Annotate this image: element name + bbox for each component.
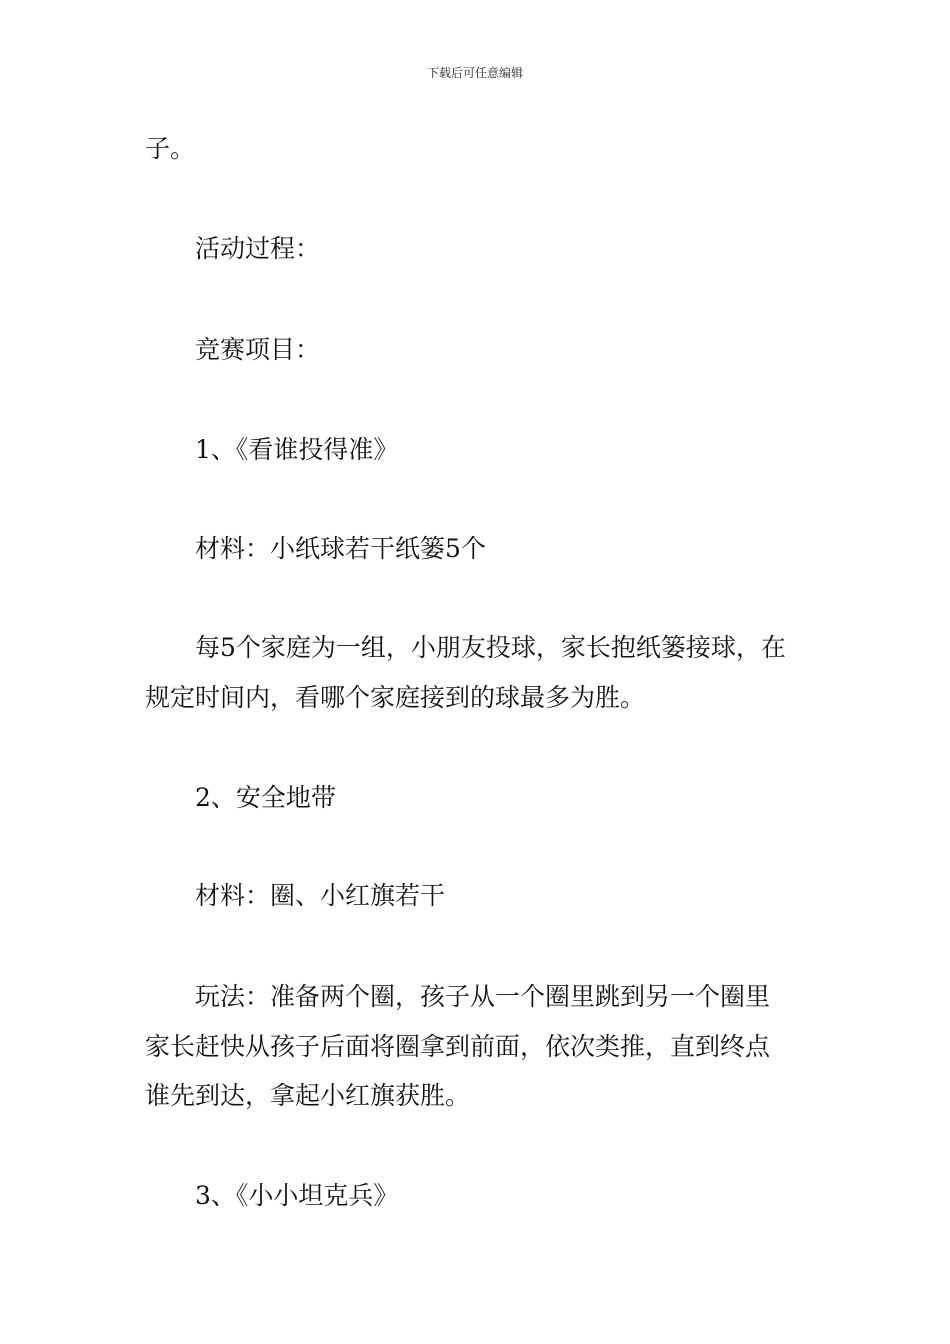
item-title: 2、安全地带 xyxy=(195,783,336,812)
item-title: 1、《看谁投得准》 xyxy=(195,435,399,464)
paragraph-line: 玩法：准备两个圈，孩子从一个圈里跳到另一个圈里 xyxy=(195,982,771,1011)
paragraph-line: 家长赶快从孩子后面将圈拿到前面，依次类推，直到终点 xyxy=(145,1032,771,1061)
paragraph-line: 每5个家庭为一组，小朋友投球，家长抱纸篓接球，在 xyxy=(195,633,786,662)
section-heading: 活动过程： xyxy=(195,234,321,263)
text-line: 子。 xyxy=(145,134,196,163)
page-header: 下载后可任意编辑 xyxy=(426,66,523,80)
materials-line: 材料：圈、小红旗若干 xyxy=(195,881,446,910)
section-heading: 竞赛项目： xyxy=(195,335,321,364)
item-title: 3、《小小坦克兵》 xyxy=(195,1181,399,1210)
paragraph-line: 规定时间内，看哪个家庭接到的球最多为胜。 xyxy=(145,683,646,712)
materials-line: 材料：小纸球若干纸篓5个 xyxy=(195,534,486,563)
paragraph-line: 谁先到达，拿起小红旗获胜。 xyxy=(145,1081,471,1110)
